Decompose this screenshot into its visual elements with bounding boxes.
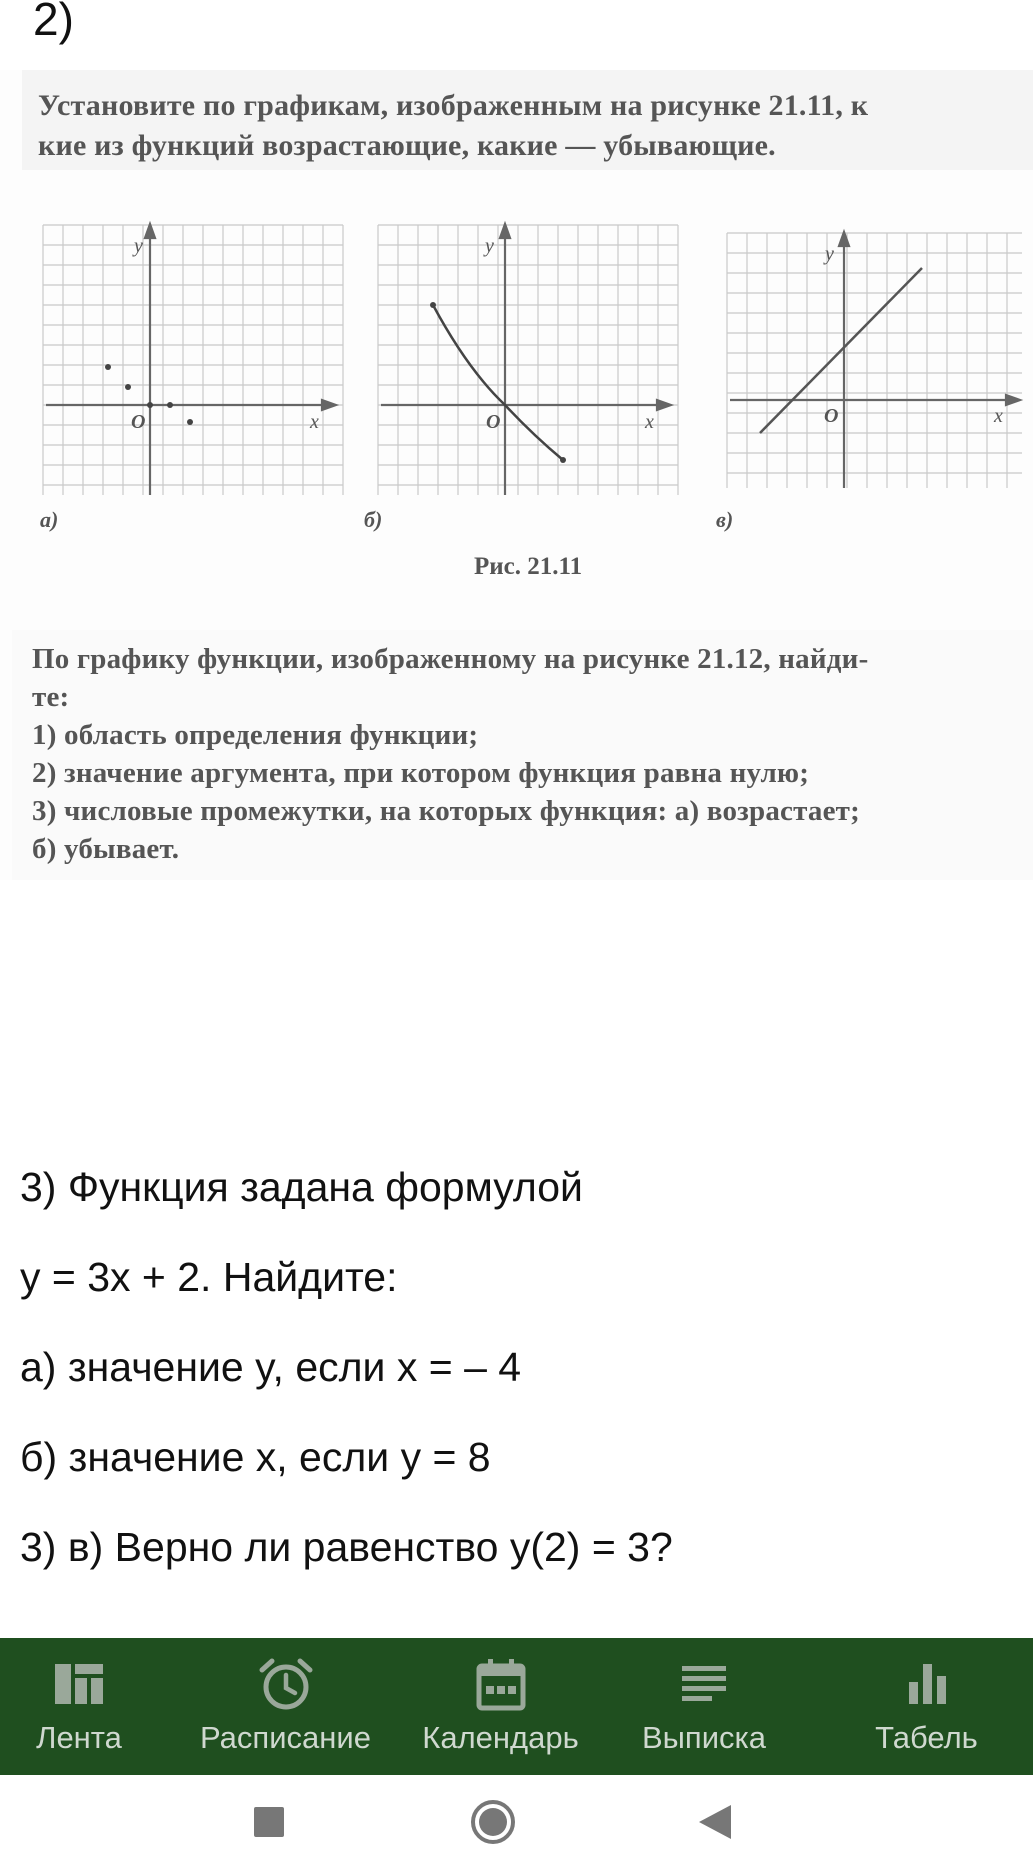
y-axis-label-a: y	[134, 235, 143, 257]
panel-label-a: а)	[40, 507, 59, 532]
nav-label-feed: Лента	[36, 1720, 122, 1755]
task-b-text: По графику функции, изображенному на рисунке 21.12, найди- те: 1) область определения функции; 2) значение аргумента, при котором функция равна нулю; 3) числовые промежутки, на которых функция: а) возрастает; б) убывает.	[32, 643, 869, 865]
circle-home-icon	[469, 1798, 517, 1846]
nav-item-feed[interactable]	[0, 1638, 158, 1775]
bar-chart-icon	[897, 1654, 957, 1714]
y-axis-label-v: y	[825, 243, 834, 265]
task-a-text: Установите по графикам, изображенным на рисунке 21.11, к кие из функций возрастающие, какие — убывающие.	[38, 89, 869, 162]
nav-item-report-card[interactable]	[820, 1638, 1033, 1775]
figure-caption: Рис. 21.11	[474, 553, 583, 580]
nav-item-calendar[interactable]	[413, 1638, 588, 1775]
panel-label-v: в)	[716, 507, 734, 532]
origin-label-a: O	[131, 411, 146, 433]
nav-label-calendar: Календарь	[422, 1720, 579, 1755]
task-3-line-2: y = 3x + 2. Найдите:	[20, 1254, 398, 1300]
x-axis-label-b: x	[645, 411, 654, 433]
list-lines-icon	[674, 1654, 734, 1714]
graph-v	[722, 228, 1027, 493]
triangle-back-icon	[697, 1803, 733, 1841]
task-3-block	[20, 1165, 1020, 1615]
task-3-line-1: 3) Функция задана формулой	[20, 1164, 583, 1210]
origin-label-b: O	[486, 411, 501, 433]
task-3-line-5: 3) в) Верно ли равенство y(2) = 3?	[20, 1524, 673, 1570]
home-button[interactable]	[468, 1797, 518, 1847]
calendar-icon	[471, 1654, 531, 1714]
back-button[interactable]	[690, 1797, 740, 1847]
nav-item-schedule[interactable]	[158, 1638, 413, 1775]
graph-a	[38, 220, 348, 500]
nav-label-report-card: Табель	[875, 1720, 978, 1755]
question-number: 2)	[33, 0, 74, 45]
x-axis-label-v: x	[994, 405, 1003, 427]
graph-b	[373, 220, 683, 500]
x-axis-label-a: x	[310, 411, 319, 433]
android-system-nav-bar	[0, 1775, 1033, 1867]
textbook-scan-image	[0, 70, 1033, 880]
square-recents-icon	[252, 1805, 286, 1839]
recents-button[interactable]	[244, 1797, 294, 1847]
origin-label-v: O	[824, 405, 839, 427]
task-3-line-3: а) значение y, если x = – 4	[20, 1344, 522, 1390]
alarm-clock-icon	[256, 1654, 316, 1714]
nav-label-statement: Выписка	[641, 1720, 767, 1755]
bottom-navigation-bar	[0, 1638, 1033, 1775]
nav-label-schedule: Расписание	[200, 1720, 371, 1755]
y-axis-label-b: y	[485, 235, 494, 257]
feed-icon	[49, 1654, 109, 1714]
nav-item-statement[interactable]	[588, 1638, 820, 1775]
task-3-line-4: б) значение x, если y = 8	[20, 1434, 491, 1480]
panel-label-b: б)	[364, 507, 383, 532]
